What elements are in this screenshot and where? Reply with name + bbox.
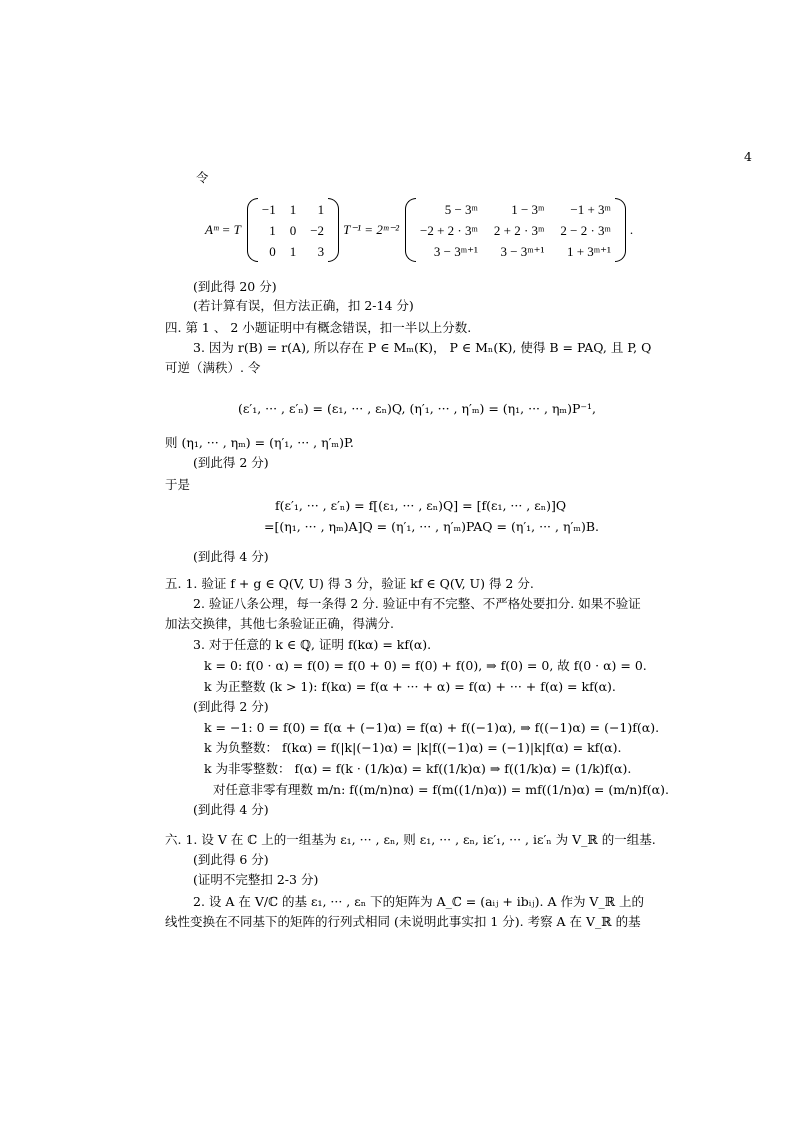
left-paren <box>405 198 416 262</box>
matrix-cell: 3 − 3ᵐ⁺¹ <box>433 243 478 259</box>
text-line: (到此得 20 分) <box>193 279 277 294</box>
text-line: 加法交换律，其他七条验证正确，得满分. <box>165 616 394 631</box>
matrix-end: . <box>629 222 634 237</box>
text-line: k = −1: 0 = f(0) = f(α + (−1)α) = f(α) + f((−1)α), ⇒ f((−1)α) = (−1)f(α). <box>204 720 660 735</box>
text-line: (到此得 6 分) <box>193 852 269 867</box>
text-line: 令 <box>196 170 209 185</box>
matrix-cell: 3 − 3ᵐ⁺¹ <box>500 243 545 259</box>
matrix-cell: 0 <box>289 222 297 238</box>
matrix-lhs: Aᵐ = T <box>205 222 241 237</box>
text-line: k 为负整数： f(kα) = f(|k|(−1)α) = |k|f((−1)α) = (−1)|k|f(α) = kf(α). <box>204 740 622 755</box>
text-line: (到此得 2 分) <box>193 699 269 714</box>
matrix-cell: 1 <box>289 201 297 217</box>
text-line: 线性变换在不同基下的矩阵的行列式相同 (未说明此事实扣 1 分). 考察 A 在 V_ℝ 的基 <box>165 914 641 929</box>
matrix-cell: 0 <box>269 243 276 259</box>
text-line: 则 (η₁, ··· , ηₘ) = (η′₁, ··· , η′ₘ)P. <box>165 435 354 450</box>
right-paren <box>615 198 626 262</box>
page-number: 4 <box>744 149 752 164</box>
matrix-cell: 3 <box>317 243 325 259</box>
text-line: f(ε′₁, ··· , ε′ₙ) = f[(ε₁, ··· , εₙ)Q] = [f(ε₁, ··· , εₙ)]Q <box>275 498 567 513</box>
matrix-mid: T⁻¹ = 2ᵐ⁻² <box>343 222 400 237</box>
matrix-cell: 2 − 2 · 3ᵐ <box>560 222 611 238</box>
text-line: =[(η₁, ··· , ηₘ)A]Q = (η′₁, ··· , η′ₘ)PAQ = (η′₁, ··· , η′ₘ)B. <box>264 519 599 534</box>
matrix-1 <box>258 200 328 261</box>
text-line: (证明不完整扣 2-3 分) <box>193 872 319 887</box>
text-line: 对任意非零有理数 m/n: f((m/n)nα) = f(m((1/n)α)) = mf((1/n)α) = (m/n)f(α). <box>213 782 669 797</box>
matrix-cell: −1 <box>261 201 276 217</box>
matrix-cell: 1 − 3ᵐ <box>511 201 545 217</box>
left-paren <box>247 198 258 262</box>
text-line: 六. 1. 设 V 在 ℂ 上的一组基为 ε₁, ··· , εₙ, 则 ε₁, ··· , εₙ, iε′₁, ··· , iε′ₙ 为 V_ℝ 的一组基. <box>165 832 656 847</box>
text-line: (ε′₁, ··· , ε′ₙ) = (ε₁, ··· , εₙ)Q, (η′₁, ··· , η′ₘ) = (η₁, ··· , ηₘ)P⁻¹, <box>238 401 596 416</box>
matrix-cell: −1 + 3ᵐ <box>570 201 611 217</box>
matrix-cell: 1 + 3ᵐ⁺¹ <box>566 243 611 259</box>
text-line: (若计算有误，但方法正确，扣 2-14 分) <box>193 298 414 313</box>
matrix-cell: 5 − 3ᵐ <box>444 201 478 217</box>
matrix-cell: −2 + 2 · 3ᵐ <box>420 222 478 238</box>
text-line: 可逆（满秩）. 令 <box>165 360 261 375</box>
text-line: k 为正整数 (k > 1): f(kα) = f(α + ··· + α) = f(α) + ··· + f(α) = kf(α). <box>204 679 616 694</box>
text-line: k 为非零整数： f(α) = f(k · (1/k)α) = kf((1/k)α) ⇒ f((1/k)α) = (1/k)f(α). <box>204 761 632 776</box>
text-line: 五. 1. 验证 f + g ∈ Q(V, U) 得 3 分，验证 kf ∈ Q(V, U) 得 2 分. <box>165 576 534 591</box>
text-line: (到此得 4 分) <box>193 802 269 817</box>
matrix-2 <box>416 200 615 261</box>
text-line: (到此得 2 分) <box>193 455 269 470</box>
matrix-equation <box>205 198 633 262</box>
text-line: 四. 第 1 、 2 小题证明中有概念错误，扣一半以上分数. <box>165 320 472 335</box>
matrix-cell: 1 <box>289 243 297 259</box>
text-line: 2. 验证八条公理，每一条得 2 分. 验证中有不完整、不严格处要扣分. 如果不验证 <box>193 596 641 611</box>
text-line: (到此得 4 分) <box>193 549 269 564</box>
text-line: 2. 设 A 在 V/ℂ 的基 ε₁, ··· , εₙ 下的矩阵为 A_ℂ = (aᵢⱼ + ibᵢⱼ). A 作为 V_ℝ 上的 <box>193 894 645 909</box>
text-line: 于是 <box>165 477 191 492</box>
matrix-cell: −2 <box>310 222 325 238</box>
matrix-cell: 2 + 2 · 3ᵐ <box>493 222 545 238</box>
matrix-cell: 1 <box>269 222 276 238</box>
matrix-cell: 1 <box>317 201 325 217</box>
text-line: 3. 对于任意的 k ∈ ℚ, 证明 f(kα) = kf(α). <box>193 637 432 652</box>
text-line: k = 0: f(0 · α) = f(0) = f(0 + 0) = f(0) + f(0), ⇒ f(0) = 0, 故 f(0 · α) = 0. <box>204 658 647 673</box>
text-line: 3. 因为 r(B) = r(A), 所以存在 P ∈ Mₘ(K)， P ∈ Mₙ(K), 使得 B = PAQ, 且 P, Q <box>193 340 652 355</box>
right-paren <box>328 198 339 262</box>
